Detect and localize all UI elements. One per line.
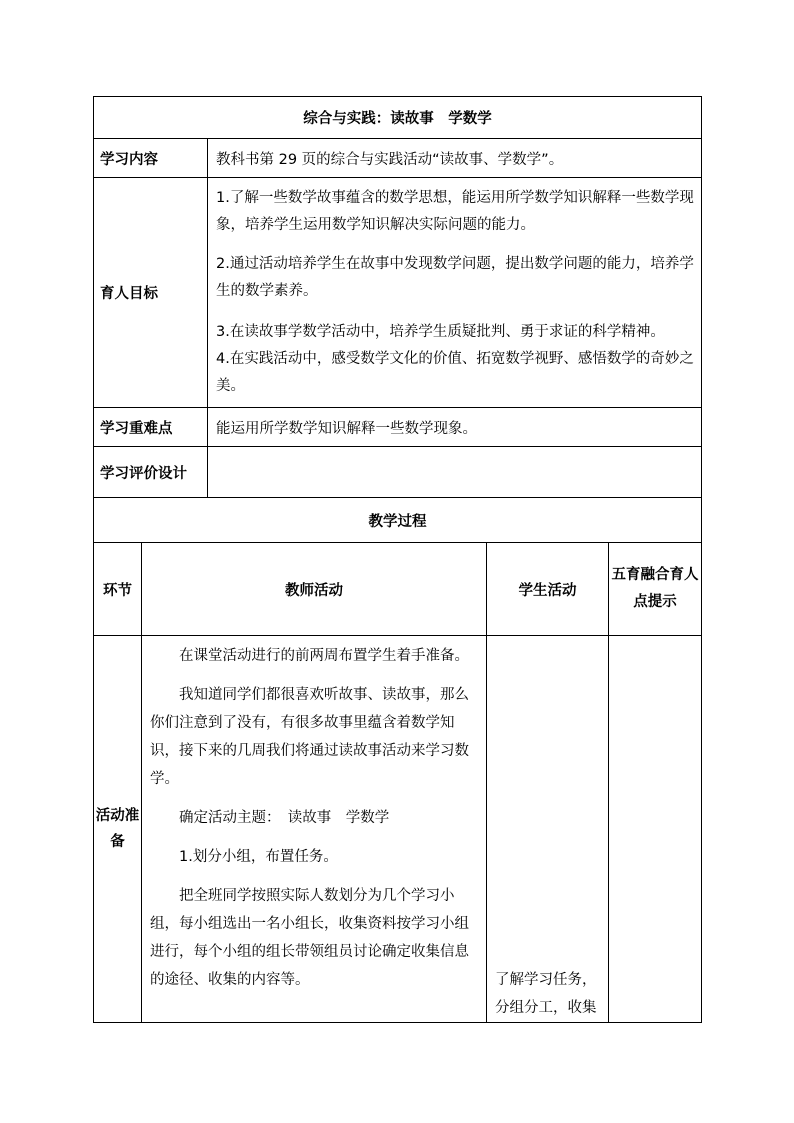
content-label: 学习内容 [94,139,208,178]
student-activity-header: 学生活动 [487,543,609,636]
goals-label: 育人目标 [94,178,208,408]
teacher-activity-header: 教师活动 [142,543,487,636]
key-points-label: 学习重难点 [94,408,208,447]
content-row [94,139,702,178]
lesson-plan-table [93,96,702,1023]
hint-header [609,543,702,636]
goal-item: 3.在读故事学数学活动中，培养学生质疑批判、勇于求证的科学精神。 [216,324,665,340]
process-title-row [94,498,702,543]
hint-header-text: 五育融合育人点提示 [611,567,699,610]
evaluation-label: 学习评价设计 [94,447,208,498]
process-title: 教学过程 [94,498,702,543]
evaluation-value [208,447,702,498]
page-title: 综合与实践：读故事 学数学 [94,97,702,139]
key-points-value: 能运用所学数学知识解释一些数学现象。 [208,408,702,447]
goals-row [94,178,702,408]
teacher-paragraph: 我知道同学们都很喜欢听故事、读故事，那么你们注意到了没有，有很多故事里蕴含着数学知识，接下来的几周我们将通过读故事活动来学习数学。 [150,687,469,787]
key-points-row [94,408,702,447]
teacher-paragraph: 确定活动主题： 读故事 学数学 [179,810,390,826]
activity-row [94,636,702,1023]
teacher-paragraph: 把全班同学按照实际人数划分为几个学习小组，每小组选出一名小组长，收集资料按学习小组进行，每个小组的组长带领组员讨论确定收集信息的途径、收集的内容等。 [150,888,469,988]
goal-item: 2.通过活动培养学生在故事中发现数学问题，提出数学问题的能力，培养学生的数学素养。 [216,256,694,299]
stage-cell [94,636,142,1023]
content-value: 教科书第 29 页的综合与实践活动“读故事、学数学”。 [208,139,702,178]
title-row [94,97,702,139]
goals-list [208,178,702,408]
teacher-paragraph: 在课堂活动进行的前两周布置学生着手准备。 [179,648,469,664]
process-header-row [94,543,702,636]
goal-item: 1.了解一些数学故事蕴含的数学思想，能运用所学数学知识解释一些数学现象，培养学生运用数学知识解决实际问题的能力。 [216,190,694,233]
teacher-paragraph: 1.划分小组，布置任务。 [179,849,338,865]
stage-header: 环节 [94,543,142,636]
teacher-activity-cell [142,636,487,1023]
student-activity-cell: 了解学习任务，分组分工，收集 [487,636,609,1023]
hint-cell [609,636,702,1023]
stage-label: 活动准备 [95,808,140,850]
goal-item: 4.在实践活动中，感受数学文化的价值、拓宽数学视野、感悟数学的奇妙之美。 [216,351,694,394]
evaluation-row [94,447,702,498]
